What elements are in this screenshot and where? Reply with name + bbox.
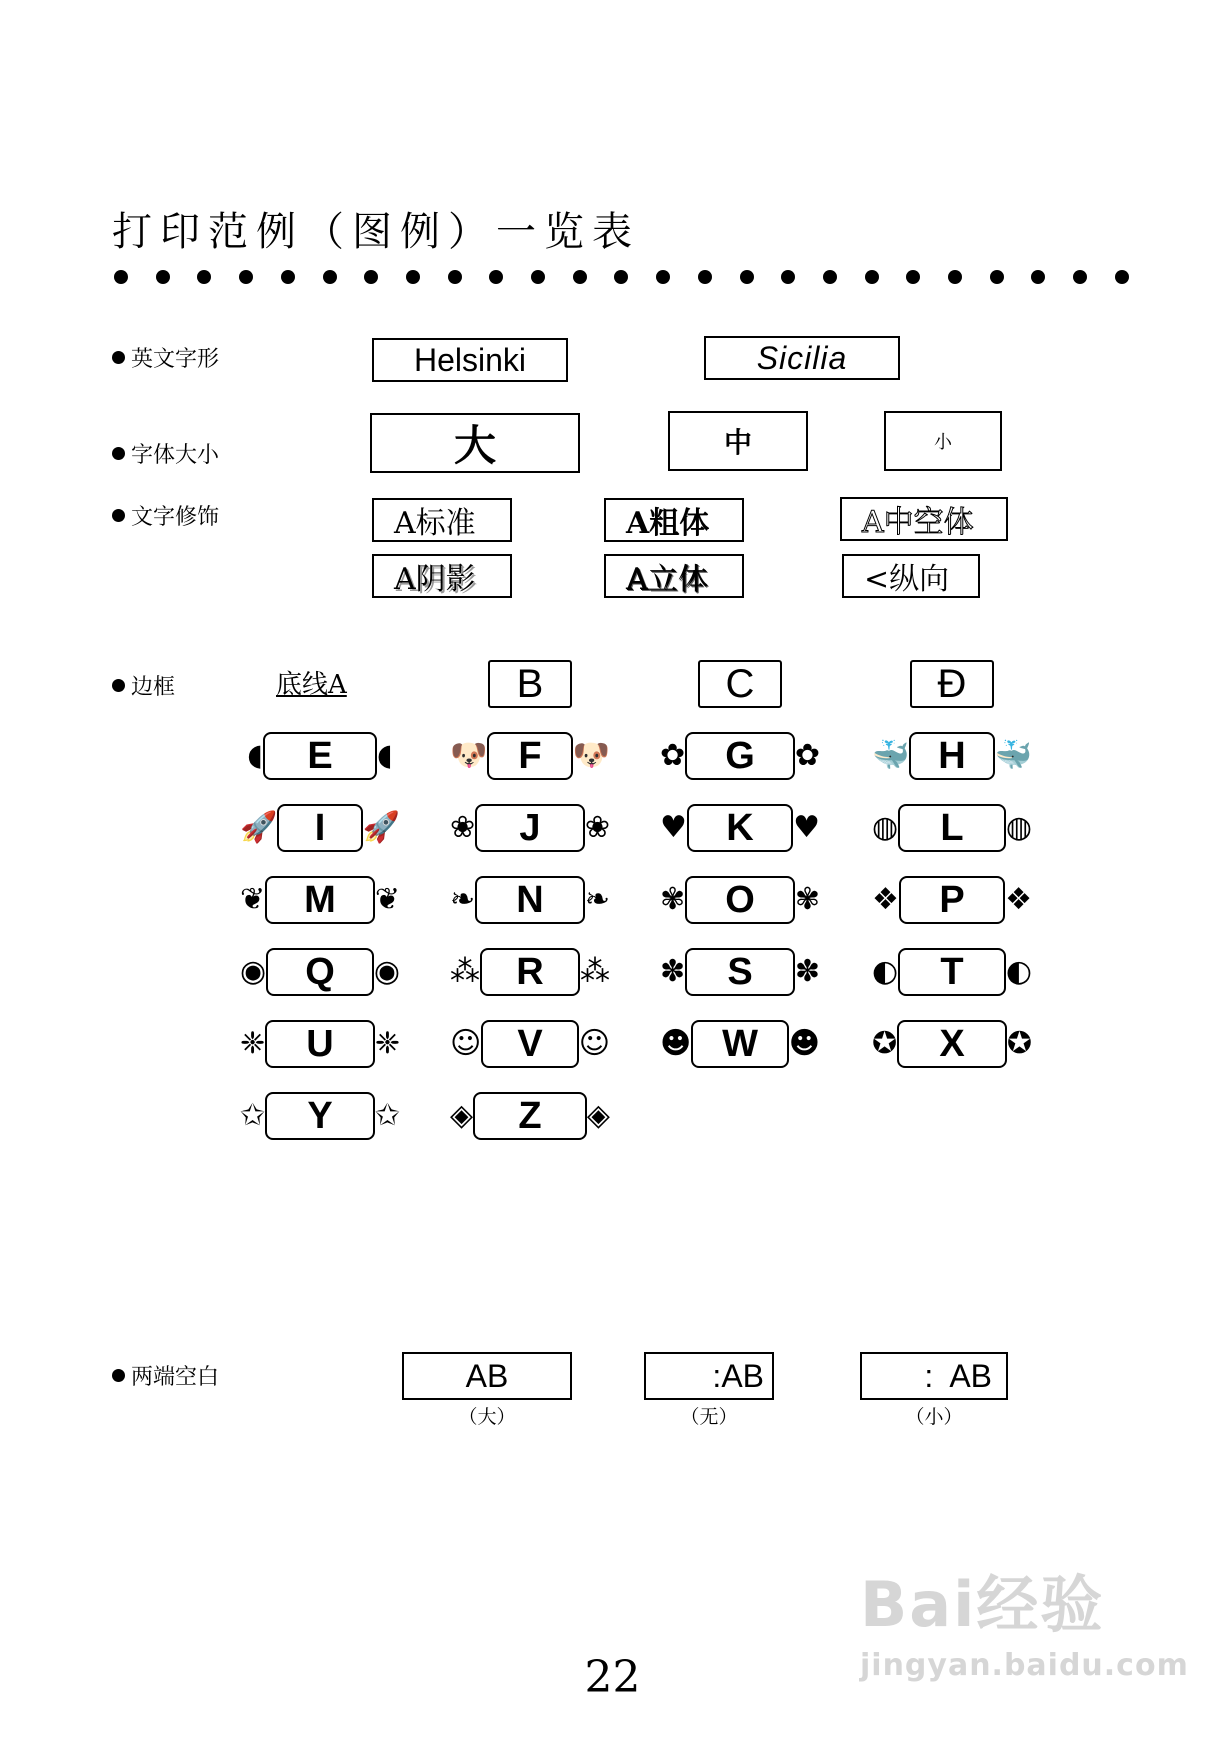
frame-letter: F [487, 732, 572, 780]
frame-decoration-icon: ❀ [450, 810, 476, 845]
size-sample-large: 大 [370, 413, 580, 473]
divider-dot [865, 270, 879, 284]
frame-decoration-icon: ✾ [660, 882, 686, 917]
divider-dot [239, 270, 253, 284]
frame-decoration-icon: ✽ [660, 954, 686, 989]
frame-letter: C [698, 660, 782, 708]
frame-letter: U [265, 1020, 375, 1068]
border-frame-n [450, 874, 610, 926]
frame-decoration-icon: ◖ [377, 738, 393, 773]
page-title: 打印范例（图例）一览表 [112, 209, 640, 255]
frame-decoration-icon: ❖ [872, 882, 899, 917]
border-frame-u [240, 1018, 400, 1070]
frame-decoration-icon: ❦ [240, 882, 266, 917]
divider-dot [448, 270, 462, 284]
section-label-size [112, 438, 219, 469]
page-number: 22 [584, 1652, 641, 1703]
frame-letter: J [475, 804, 585, 852]
divider-dot [990, 270, 1004, 284]
frame-decoration-icon: ✩ [240, 1098, 266, 1133]
border-frame-y [240, 1090, 400, 1142]
border-frame-t [872, 946, 1032, 998]
bullet-icon [112, 1369, 125, 1382]
frame-decoration-icon: ◉ [373, 954, 400, 989]
frame-letter: M [265, 876, 375, 924]
frame-letter: H [909, 732, 994, 780]
frame-decoration-icon: 🚀 [362, 810, 400, 845]
frame-decoration-icon: ☻ [660, 1026, 692, 1061]
watermark-url: jingyan.baidu.com [860, 1648, 1189, 1683]
divider-dot [531, 270, 545, 284]
frame-letter: W [691, 1020, 788, 1068]
frame-decoration-icon: ✪ [1006, 1026, 1032, 1061]
frame-decoration-icon: ⁂ [450, 954, 480, 989]
border-frame-p [872, 874, 1032, 926]
decoration-sample-standard: A标准 [372, 498, 512, 542]
frame-decoration-icon: ❈ [240, 1026, 266, 1061]
divider-dot [781, 270, 795, 284]
border-underline-sample: 底线A [276, 670, 347, 700]
frame-letter: L [898, 804, 1006, 852]
frame-letter: X [897, 1020, 1007, 1068]
frame-decoration-icon: ✿ [660, 738, 686, 773]
frame-decoration-icon: ♥ [660, 810, 687, 845]
label-text: 文字修饰 [131, 505, 220, 530]
section-label-margin [112, 1360, 219, 1391]
frame-letter: E [263, 732, 377, 780]
frame-decoration-icon: ◐ [1005, 954, 1032, 989]
frame-letter: I [277, 804, 362, 852]
border-frame-r [450, 946, 610, 998]
section-label-decoration [112, 500, 219, 531]
divider-dot [406, 270, 420, 284]
frame-decoration-icon: ✿ [794, 738, 820, 773]
frame-decoration-icon: ◈ [586, 1098, 610, 1133]
border-frame-d [872, 658, 1032, 710]
margin-sample-large: AB [402, 1352, 572, 1400]
frame-decoration-icon: 🐳 [994, 738, 1032, 773]
margin-sample-none: :AB [644, 1352, 774, 1400]
divider-dot [740, 270, 754, 284]
divider-dot [323, 270, 337, 284]
decoration-sample-vertical: <纵向 [842, 554, 980, 598]
label-text: 英文字形 [131, 347, 220, 372]
frame-decoration-icon: ◉ [240, 954, 267, 989]
frame-letter: G [685, 732, 795, 780]
section-label-font [112, 342, 219, 373]
frame-decoration-icon: ♥ [793, 810, 820, 845]
frame-letter: Đ [910, 660, 994, 708]
border-frame-m [240, 874, 400, 926]
bullet-icon [112, 351, 125, 364]
divider-dot [281, 270, 295, 284]
border-frame-z [450, 1090, 610, 1142]
border-frame-k [660, 802, 820, 854]
frame-letter: N [475, 876, 585, 924]
frame-letter: T [898, 948, 1006, 996]
border-frame-b [450, 658, 610, 710]
frame-decoration-icon: ◈ [450, 1098, 474, 1133]
frame-letter: Q [266, 948, 374, 996]
bullet-icon [112, 679, 125, 692]
label-text: 字体大小 [131, 443, 220, 468]
label-text: 边框 [131, 675, 176, 700]
divider-dot [573, 270, 587, 284]
border-frame-j [450, 802, 610, 854]
border-frame-s [660, 946, 820, 998]
frame-letter: B [488, 660, 572, 708]
divider-dot [823, 270, 837, 284]
divider-dot [364, 270, 378, 284]
border-frame-f [450, 730, 610, 782]
decoration-sample-3d: A立体 [604, 554, 744, 598]
margin-caption-none: （无） [680, 1406, 738, 1428]
frame-decoration-icon: ❈ [374, 1026, 400, 1061]
font-sample-helsinki: Helsinki [372, 338, 568, 382]
frame-decoration-icon: 🐳 [872, 738, 910, 773]
frame-decoration-icon: ✩ [374, 1098, 400, 1133]
margin-sample-small: : AB [860, 1352, 1008, 1400]
font-sample-sicilia: Sicilia [704, 336, 900, 380]
border-frame-x [872, 1018, 1032, 1070]
divider-dot [614, 270, 628, 284]
border-frame-o [660, 874, 820, 926]
border-frame-e [240, 730, 400, 782]
size-sample-small: 小 [884, 411, 1002, 471]
divider-dot [698, 270, 712, 284]
dot-divider [114, 270, 1094, 286]
frame-decoration-icon: ❧ [584, 882, 610, 917]
frame-decoration-icon: ☺ [450, 1026, 482, 1061]
size-sample-medium: 中 [668, 411, 808, 471]
frame-letter: Y [265, 1092, 375, 1140]
border-frame-q [240, 946, 400, 998]
border-frame-w [660, 1018, 820, 1070]
divider-dot [197, 270, 211, 284]
bullet-icon [112, 509, 125, 522]
frame-decoration-icon: ✪ [872, 1026, 898, 1061]
frame-decoration-icon: ◍ [872, 810, 899, 845]
divider-dot [156, 270, 170, 284]
frame-decoration-icon: ☻ [788, 1026, 820, 1061]
frame-decoration-icon: ✽ [794, 954, 820, 989]
frame-decoration-icon: ❦ [374, 882, 400, 917]
divider-dot [906, 270, 920, 284]
divider-dot [489, 270, 503, 284]
border-frame-g [660, 730, 820, 782]
section-label-border [112, 670, 175, 701]
frame-letter: V [481, 1020, 578, 1068]
frame-decoration-icon: ☺ [578, 1026, 610, 1061]
divider-dot [1031, 270, 1045, 284]
decoration-sample-shadow: A阴影 [372, 554, 512, 598]
frame-letter: K [687, 804, 793, 852]
frame-letter: P [899, 876, 1005, 924]
frame-decoration-icon: ◐ [872, 954, 899, 989]
frame-decoration-icon: ◖ [247, 738, 263, 773]
bullet-icon [112, 447, 125, 460]
decoration-sample-bold: A粗体 [604, 498, 744, 542]
margin-caption-large: （大） [458, 1406, 516, 1428]
border-frame-c [660, 658, 820, 710]
frame-decoration-icon: ❀ [584, 810, 610, 845]
frame-decoration-icon: ❖ [1005, 882, 1032, 917]
divider-dot [948, 270, 962, 284]
frame-letter: R [480, 948, 580, 996]
frame-decoration-icon: ◍ [1005, 810, 1032, 845]
divider-dot [656, 270, 670, 284]
frame-decoration-icon: 🚀 [240, 810, 278, 845]
watermark-brand: Bai经验 [860, 1568, 1105, 1641]
frame-decoration-icon: ✾ [794, 882, 820, 917]
label-text: 两端空白 [131, 1365, 220, 1390]
border-frame-i [240, 802, 400, 854]
divider-dot [1073, 270, 1087, 284]
border-frame-l [872, 802, 1032, 854]
decoration-sample-outline: A中空体 [840, 497, 1008, 541]
frame-decoration-icon: ❧ [450, 882, 476, 917]
border-frame-h [872, 730, 1032, 782]
frame-letter: O [685, 876, 795, 924]
frame-letter: S [685, 948, 795, 996]
divider-dot [114, 270, 128, 284]
frame-letter: Z [473, 1092, 587, 1140]
divider-dot [1115, 270, 1129, 284]
frame-decoration-icon: 🐶 [450, 738, 488, 773]
margin-caption-small: （小） [905, 1406, 963, 1428]
border-frame-v [450, 1018, 610, 1070]
frame-decoration-icon: ⁂ [580, 954, 610, 989]
frame-decoration-icon: 🐶 [572, 738, 610, 773]
